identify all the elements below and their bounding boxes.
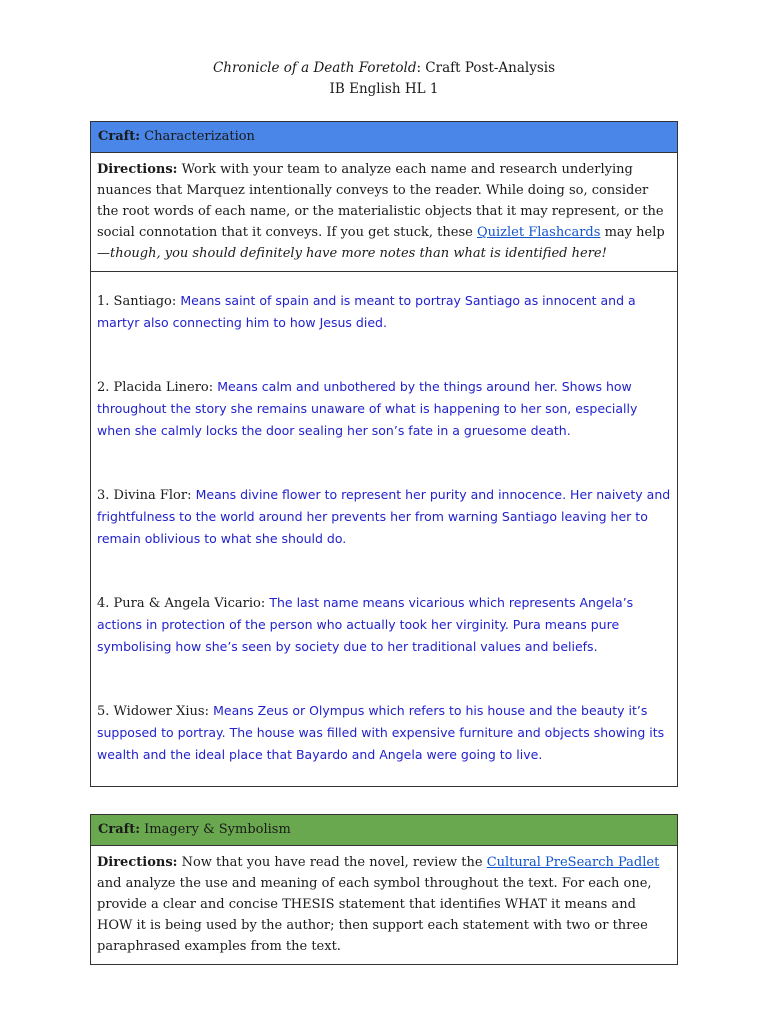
characterization-header: [91, 122, 677, 153]
craft-name: Characterization: [140, 129, 255, 144]
imagery-header: [91, 815, 677, 846]
document-header: [0, 58, 768, 100]
craft-label: Craft:: [98, 822, 141, 837]
character-answer: The last name means vicarious which represents Angela’s actions in protection of the person who actually took her virginity. Pura means pure symbolising how she’s seen by society due to her traditional values and beliefs.: [97, 595, 634, 654]
list-item: [97, 376, 671, 442]
craft-label: Craft:: [98, 129, 141, 144]
document-subtitle: IB English HL 1: [329, 81, 439, 97]
character-answer: Means calm and unbothered by the things around her. Shows how throughout the story she remains unaware of what is happening to her son, especially when she calmly locks the door sealing her son’s fate in a gruesome death.: [97, 379, 638, 438]
character-name: 2. Placida Linero:: [97, 380, 218, 395]
characterization-table: [90, 121, 678, 787]
character-answer: Means divine flower to represent her purity and innocence. Her naivety and frightfulness to the world around her prevents her from warning Santiago leaving her to remain oblivious to what she should do.: [97, 487, 671, 546]
list-item: [97, 700, 671, 766]
quizlet-flashcards-link[interactable]: Quizlet Flashcards: [476, 225, 601, 240]
characterization-answers: [91, 272, 677, 786]
character-name: 3. Divina Flor:: [97, 488, 196, 503]
imagery-table: [90, 814, 678, 965]
after-link-text: may help—: [97, 225, 665, 261]
characterization-directions: [91, 153, 677, 272]
character-name: 4. Pura & Angela Vicario:: [97, 596, 270, 611]
directions-label: Directions:: [97, 855, 178, 870]
directions-after: and analyze the use and meaning of each symbol throughout the text. For each one, provide a clear and concise THESIS statement that identifies WHAT it means and HOW it is being used by the author; then support each statement with two or three paraphrased examples from the text.: [97, 876, 652, 954]
craft-name: Imagery & Symbolism: [140, 822, 291, 837]
directions-label: Directions:: [97, 162, 178, 177]
document-title: [0, 58, 768, 79]
list-item: [97, 290, 671, 334]
list-item: [97, 484, 671, 550]
italic-note: though, you should definitely have more notes than what is identified here!: [110, 246, 607, 261]
padlet-link[interactable]: Cultural PreSearch Padlet: [486, 855, 660, 870]
title-suffix: : Craft Post-Analysis: [416, 60, 556, 76]
directions-text: Work with your team to analyze each name and research underlying nuances that Marquez intentionally conveys to the reader. While doing so, consider the root words of each name, or the materialistic objects that it may represent, or the social connotation that it conveys. If you get stuck, these: [97, 162, 664, 240]
list-item: [97, 592, 671, 658]
imagery-directions: [91, 846, 677, 964]
character-answer: Means Zeus or Olympus which refers to his house and the beauty it’s supposed to portray. The house was filled with expensive furniture and objects showing its wealth and the ideal place that Bayardo and Angela were going to live.: [97, 703, 665, 762]
character-answer: Means saint of spain and is meant to portray Santiago as innocent and a martyr also connecting him to how Jesus died.: [97, 293, 636, 330]
character-name: 5. Widower Xius:: [97, 704, 214, 719]
novel-title: Chronicle of a Death Foretold: [212, 60, 417, 76]
directions-before: Now that you have read the novel, review the: [177, 855, 487, 870]
character-name: 1. Santiago:: [97, 294, 181, 309]
